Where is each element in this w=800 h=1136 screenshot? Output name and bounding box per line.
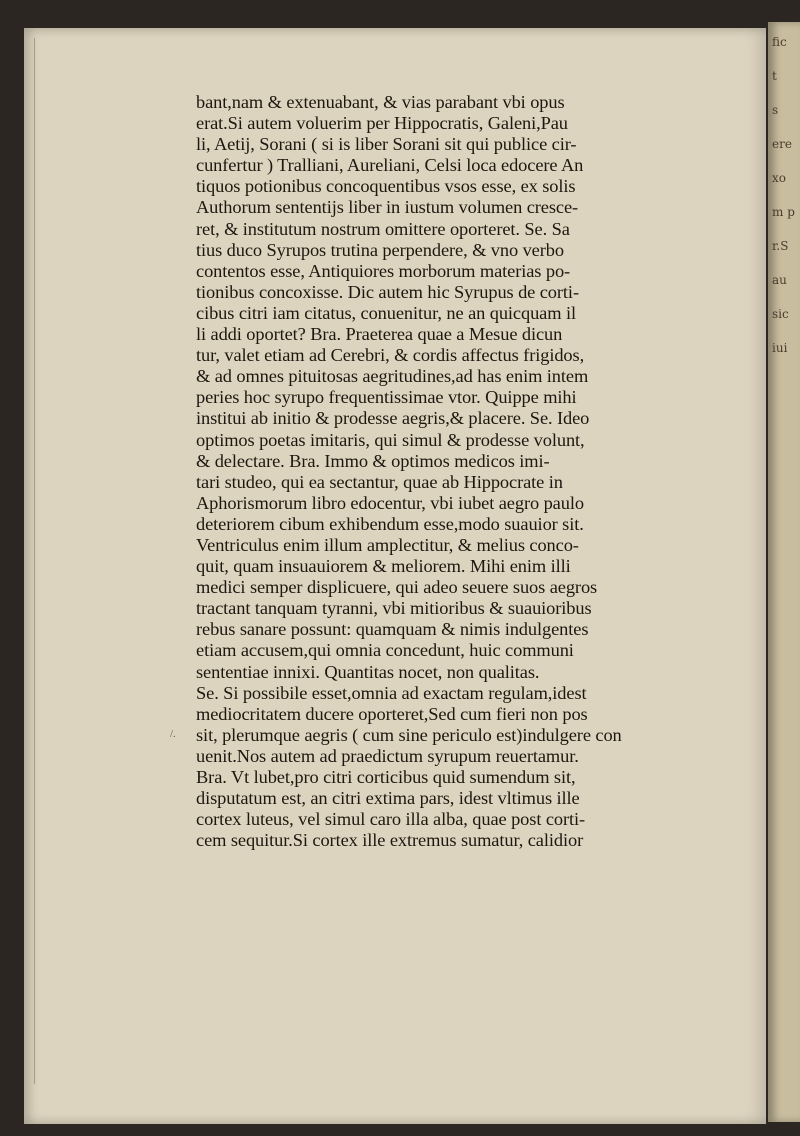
text-line: li, Aetij, Sorani ( si is liber Sorani sit qui publice cir- (196, 134, 577, 155)
text-line: Se. Si possibile esset,omnia ad exactam regulam,idest (196, 682, 587, 703)
adjacent-page-fragment: r.S (772, 239, 789, 253)
text-line: & ad omnes pituitosas aegritudines,ad has enim intem (196, 366, 589, 387)
text-line: cibus citri iam citatus, conuenitur, ne an quicquam il (196, 302, 576, 323)
text-line: sententiae innixi. Quantitas nocet, non qualitas. (196, 661, 540, 682)
text-line: uenit.Nos autem ad praedictum syrupum reuertamur. (196, 745, 579, 766)
text-line: & delectare. Bra. Immo & optimos medicos imi- (196, 450, 550, 471)
text-line: cunfertur ) Tralliani, Aureliani, Celsi loca edocere An (196, 155, 584, 176)
text-line: ret, & institutum nostrum omittere oporteret. Se. Sa (196, 218, 570, 239)
adjacent-page-fragment: xo (772, 171, 786, 185)
adjacent-page-fragment: au (772, 273, 787, 287)
adjacent-page-fragment: ere (772, 137, 792, 151)
text-line: peries hoc syrupo frequentissimae vtor. Quippe mihi (196, 387, 577, 408)
text-line: tiquos potionibus concoquentibus vsos esse, ex solis (196, 176, 576, 197)
text-line: Ventriculus enim illum amplectitur, & melius conco- (196, 534, 579, 555)
text-line: deteriorem cibum exhibendum esse,modo suauior sit. (196, 513, 584, 534)
adjacent-page-fragment: m p (772, 205, 795, 219)
text-line: Bra. Vt lubet,pro citri corticibus quid sumendum sit, (196, 767, 576, 787)
text-line: tius duco Syrupos trutina perpendere, & vno verbo (196, 239, 564, 260)
text-line: tari studeo, qui ea sectantur, quae ab Hippocrate in (196, 471, 563, 492)
text-line: disputatum est, an citri extima pars, idest vltimus ille (196, 788, 580, 809)
adjacent-page-fragment: s (772, 103, 779, 117)
text-line: li addi oportet? Bra. Praeterea quae a Mesue dicun (196, 324, 563, 345)
text-line: etiam accusem,qui omnia concedunt, huic communi (196, 640, 574, 661)
text-line: erat.Si autem voluerim per Hippocratis, Galeni,Pau (196, 113, 568, 134)
text-line: medici semper displicuere, qui adeo seuere suos aegros (196, 577, 598, 598)
text-line: tractant tanquam tyranni, vbi mitioribus & suauioribus (196, 598, 592, 619)
text-line: tionibus concoxisse. Dic autem hic Syrupus de corti- (196, 281, 579, 302)
text-line: institui ab initio & prodesse aegris,& placere. Se. Ideo (196, 408, 590, 429)
text-line: optimos poetas imitaris, qui simul & prodesse volunt, (196, 429, 585, 450)
text-line: contentos esse, Antiquiores morborum materias po- (196, 260, 571, 281)
text-line: rebus sanare possunt: quamquam & nimis indulgentes (196, 619, 589, 640)
marginal-mark: /. (170, 728, 176, 740)
adjacent-page-edge (768, 22, 800, 1122)
text-line: quit, quam insuauiorem & meliorem. Mihi enim illi (196, 556, 571, 577)
text-line: cortex luteus, vel simul caro illa alba, quae post corti- (196, 809, 586, 830)
text-line: bant,nam & extenuabant, & vias parabant vbi opus (196, 92, 565, 112)
adjacent-page-fragment: iui (772, 341, 788, 355)
text-line: tur, valet etiam ad Cerebri, & cordis affectus frigidos, (196, 345, 585, 366)
adjacent-page-fragment: sic (772, 307, 789, 321)
latin-text-block (196, 92, 716, 851)
adjacent-page-fragment: fic (772, 35, 787, 49)
text-line: Authorum sententijs liber in iustum volumen cresce- (196, 197, 579, 218)
adjacent-page-fragment: t (772, 69, 777, 83)
text-line: Aphorismorum libro edocentur, vbi iubet aegro paulo (196, 492, 584, 513)
text-line: cem sequitur.Si cortex ille extremus sumatur, calidior (196, 830, 584, 851)
text-line: sit, plerumque aegris ( cum sine periculo est)indulgere con (196, 724, 622, 745)
text-line: mediocritatem ducere oporteret,Sed cum fieri non pos (196, 703, 588, 724)
